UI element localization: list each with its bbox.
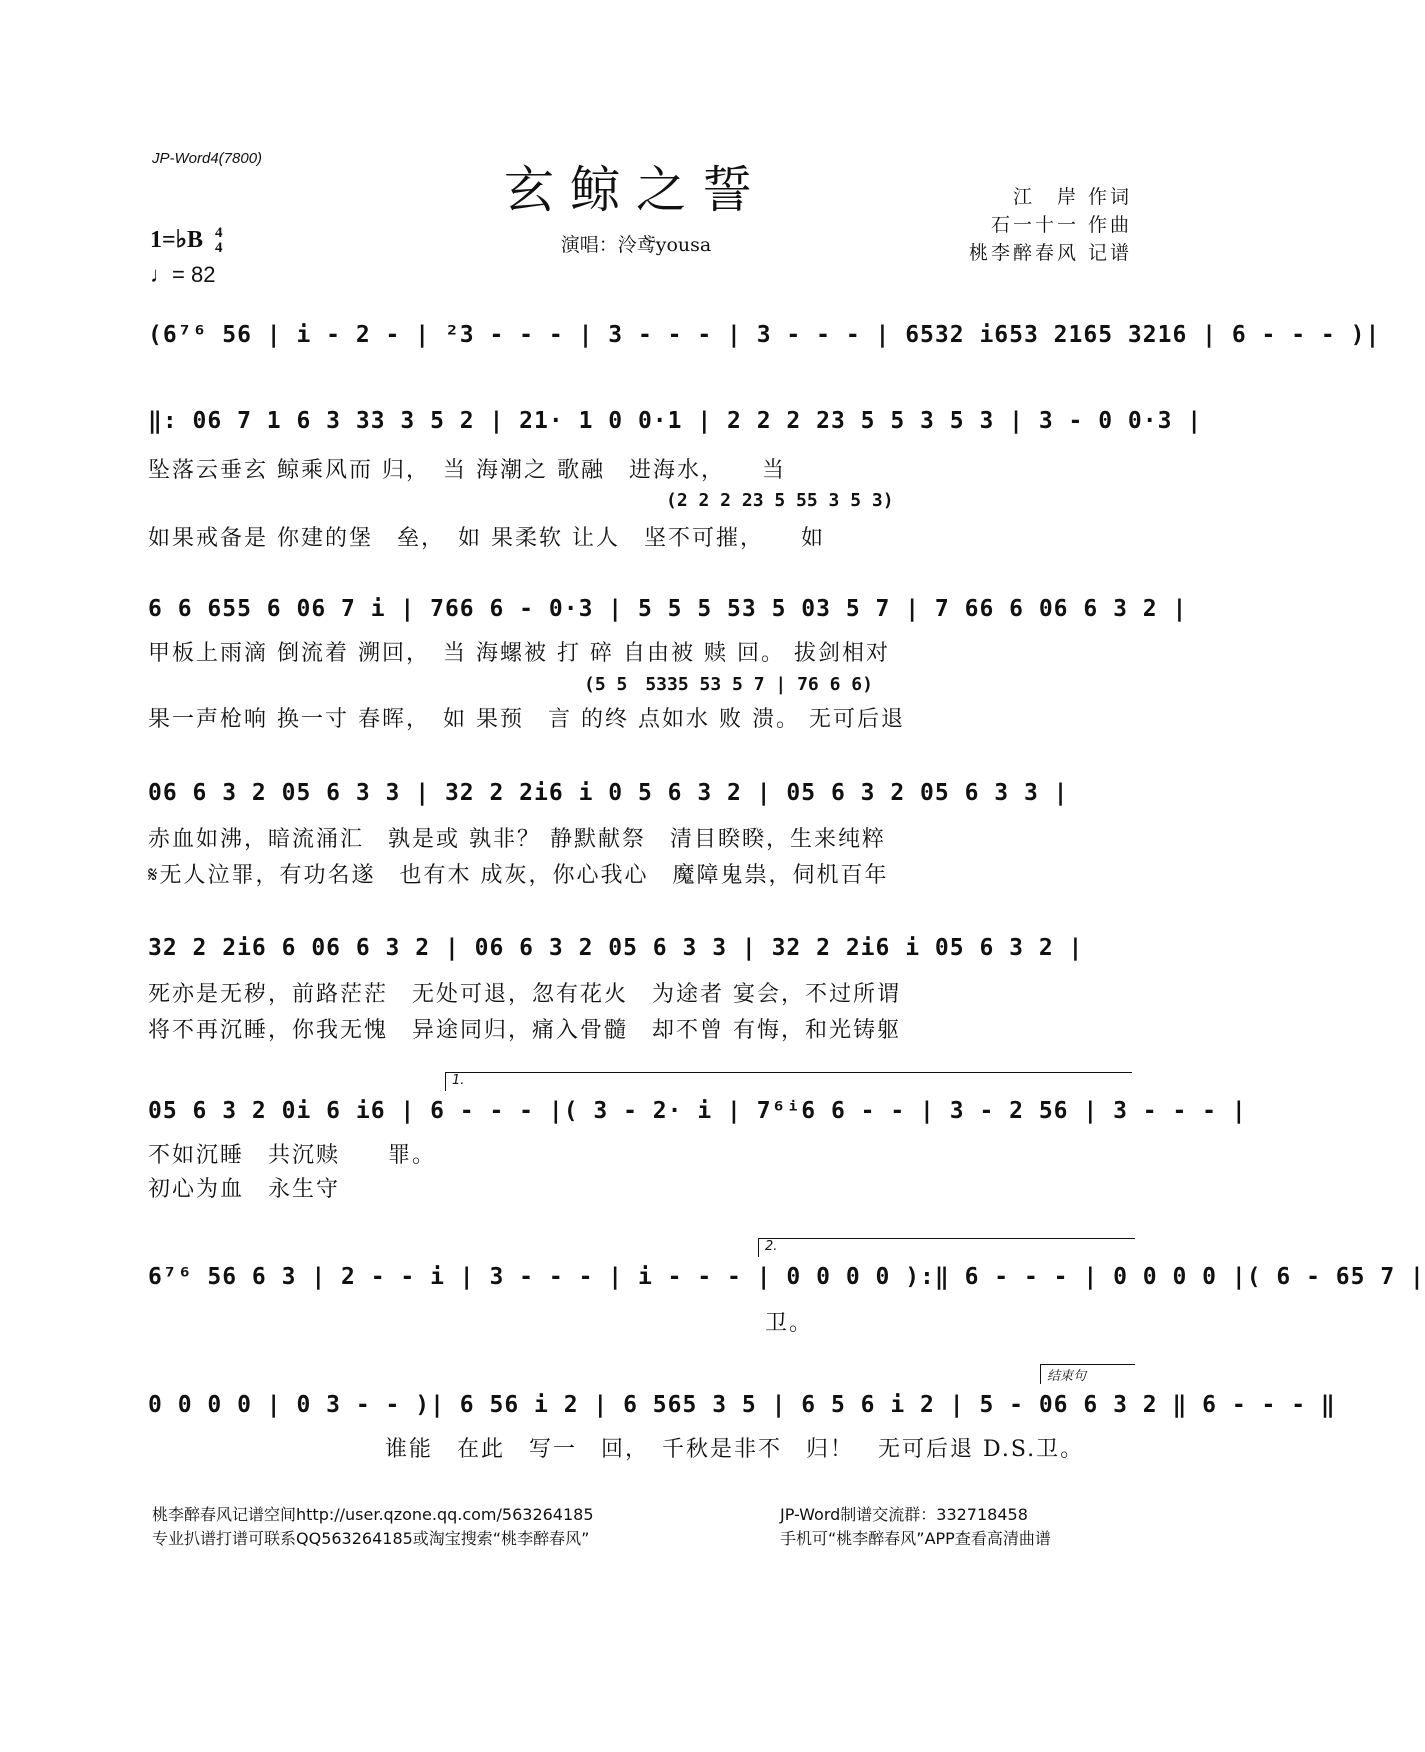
key-label: 1=♭B bbox=[150, 227, 204, 253]
volta-1-label: 1. bbox=[452, 1073, 465, 1088]
transcriber-credit: 桃李醉春风 记谱 bbox=[968, 242, 1132, 264]
footer-right-line-2: 手机可“桃李醉春风”APP查看高清曲谱 bbox=[780, 1529, 1051, 1548]
footer-left-line-1: 桃李醉春风记谱空间http://user.qzone.qq.com/563264185 bbox=[152, 1505, 594, 1524]
lyric-row-8: 谁能 在此 写一 回， 千秋是非不 归！ 无可后退 D.S.卫。 bbox=[385, 1437, 1085, 1462]
lyric-row-3-verse-1: 甲板上雨滴 倒流着 溯回， 当 海螺被 打 碎 自由被 赎 回。 拔剑相对 bbox=[148, 641, 890, 666]
time-signature bbox=[215, 226, 223, 256]
score-row-6: 05 6 3 2 0i 6 i6 | 6 - - - |( 3 - 2· i | 7⁶ⁱ6 6 - - | 3 - 2 56 | 3 - - - | bbox=[148, 1098, 1247, 1124]
lyric-row-4-verse-1: 赤血如沸，暗流涌汇 孰是或 孰非？ 静默献祭 清目睽睽，生来纯粹 bbox=[148, 827, 886, 852]
footer-left-line-2: 专业扒谱打谱可联系QQ563264185或淘宝搜索“桃李醉春风” bbox=[152, 1529, 590, 1548]
composer-credit: 石一十一 作曲 bbox=[990, 214, 1132, 236]
tempo-marking: ♩= 82 bbox=[150, 262, 216, 287]
lyric-row-6-verse-2: 初心为血 永生守 bbox=[148, 1177, 341, 1202]
score-row-3: 6 6 655 6 06 7 i | 766 6 - 0·3 | 5 5 5 53 5 03 5 7 | 7 66 6 06 6 3 2 | bbox=[148, 596, 1188, 622]
lyricist-credit: 江 岸 作词 bbox=[1012, 186, 1132, 208]
score-row-2: ‖: 06 7 1 6 3 33 3 5 2 | 21· 1 0 0·1 | 2 2 2 23 5 5 3 5 3 | 3 - 0 0·3 | bbox=[148, 408, 1203, 434]
ending-label: 结束句 bbox=[1040, 1364, 1135, 1384]
singer-line: 演唱：泠鸢yousa bbox=[560, 234, 712, 256]
score-row-7: 6⁷⁶ 56 6 3 | 2 - - i | 3 - - - | i - - - | 0 0 0 0 ):‖ 6 - - - | 0 0 0 0 |( 6 - 65 7 | bbox=[148, 1264, 1425, 1290]
score-row-8: 0 0 0 0 | 0 3 - - )| 6 56 i 2 | 6 565 3 5 | 6 5 6 i 2 | 5 - 06 6 3 2 ‖ 6 - - - ‖ bbox=[148, 1392, 1336, 1418]
time-sig-top: 4 bbox=[215, 225, 223, 242]
lyric-row-2-verse-2: 如果戒备是 你建的堡 垒， 如 果柔软 让人 坚不可摧， 如 bbox=[148, 526, 825, 551]
volta-2-bracket bbox=[758, 1238, 1135, 1257]
song-title: 玄鲸之誓 bbox=[504, 161, 768, 219]
key-signature bbox=[150, 225, 223, 256]
score-row-5: 32 2 2i6 6 06 6 3 2 | 06 6 3 2 05 6 3 3 | 32 2 2i6 i 05 6 3 2 | bbox=[148, 935, 1084, 961]
footer-right-line-1: JP-Word制谱交流群：332718458 bbox=[780, 1505, 1028, 1524]
lyric-row-6-verse-1: 不如沉睡 共沉赎 罪。 bbox=[148, 1143, 437, 1168]
volta-1-bracket bbox=[445, 1072, 1132, 1091]
lyric-row-5-verse-1: 死亦是无秽，前路茫茫 无处可退，忽有花火 为途者 宴会，不过所谓 bbox=[148, 982, 901, 1007]
lyric-row-5-verse-2: 将不再沉睡，你我无愧 异途同归，痛入骨髓 却不曾 有悔，和光铸躯 bbox=[148, 1018, 901, 1043]
software-label: JP-Word4(7800) bbox=[152, 150, 263, 167]
score-row-4: 06 6 3 2 05 6 3 3 | 32 2 2i6 i 0 5 6 3 2 | 05 6 3 2 05 6 3 3 | bbox=[148, 780, 1069, 806]
volta-2-label: 2. bbox=[765, 1239, 778, 1254]
lyric-row-3-verse-2: 果一声枪响 换一寸 春晖， 如 果预 言 的终 点如水 败 溃。 无可后退 bbox=[148, 707, 905, 732]
score-row-1: (6⁷⁶ 56 | i - 2 - | ²3 - - - | 3 - - - | 3 - - - | 6532 i653 2165 3216 | 6 - - - )| bbox=[148, 322, 1381, 348]
lyric-row-7: 卫。 bbox=[765, 1311, 814, 1336]
alt-notes-row-3: (5 5 5335 53 5 7 | 76 6 6) bbox=[584, 674, 873, 695]
lyric-row-2-verse-1: 坠落云垂玄 鲸乘风而 归， 当 海潮之 歌融 进海水， 当 bbox=[148, 458, 786, 483]
lyric-row-4-verse-2: 𝄋无人泣罪，有功名遂 也有木 成灰，你心我心 魔障鬼祟，伺机百年 bbox=[148, 863, 889, 888]
time-sig-bottom: 4 bbox=[215, 240, 223, 257]
alt-notes-row-2: (2 2 2 23 5 55 3 5 3) bbox=[666, 490, 894, 511]
